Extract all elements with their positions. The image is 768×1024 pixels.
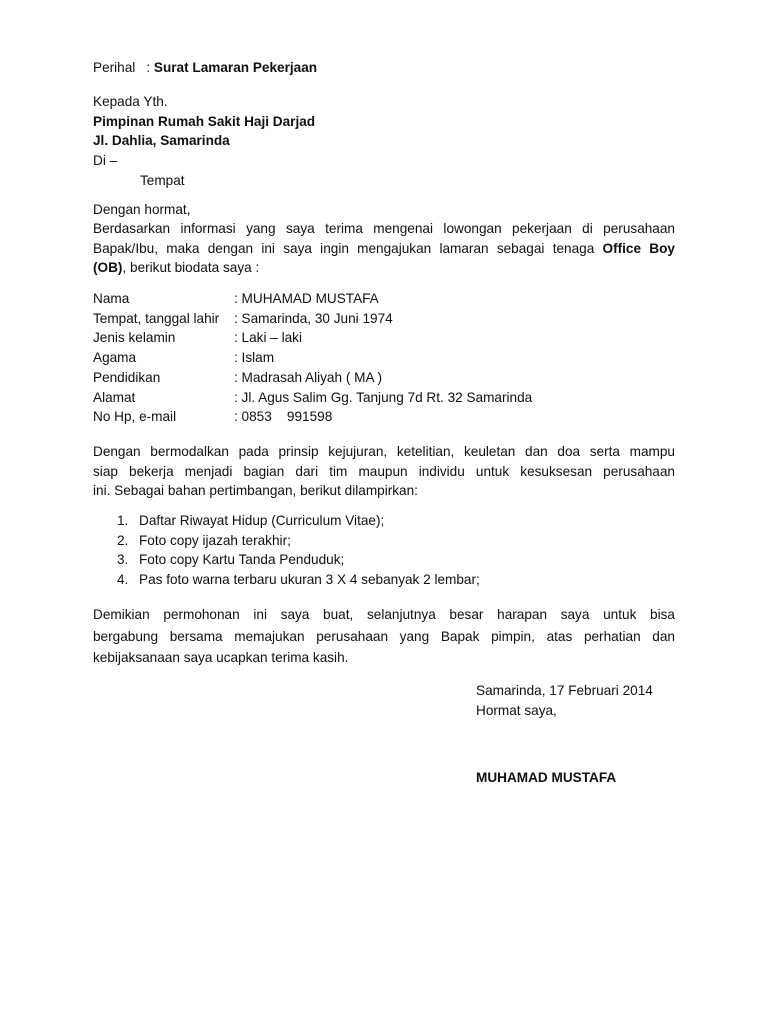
para2-line: ini. Sebagai bahan pertimbangan, berikut dilampirkan: [93, 483, 418, 499]
subject-value: Surat Lamaran Pekerjaan [153, 60, 318, 75]
biodata-value: : Jl. Agus Salim Gg. Tanjung 7d Rt. 32 Samarinda [234, 389, 533, 405]
biodata-key: Tempat, tanggal lahir [93, 310, 220, 326]
para3-line: bergabung bersama memajukan perusahaan yang Bapak pimpin, atas perhatian dan [93, 628, 675, 644]
biodata-row [93, 368, 675, 388]
para2-line: siap bekerja menjadi bagian dari tim maupun individu untuk kesuksesan perusahaan [93, 463, 675, 479]
list-item [93, 511, 675, 531]
recipient-name: Pimpinan Rumah Sakit Haji Darjad [93, 113, 316, 129]
biodata-row [93, 289, 675, 309]
biodata-key: Pendidikan [93, 369, 161, 385]
biodata-value: : Laki – laki [234, 330, 303, 346]
biodata-key: No Hp, e-mail [93, 409, 177, 425]
para3-line: kebijaksanaan saya ucapkan terima kasih. [93, 650, 349, 665]
biodata-row [93, 348, 675, 368]
greeting: Kepada Yth. [93, 94, 168, 109]
biodata-row [93, 407, 675, 427]
subject-line [93, 58, 675, 78]
biodata-value: : Samarinda, 30 Juni 1974 [234, 310, 393, 326]
para1-line: Berdasarkan informasi yang saya terima mengenai lowongan pekerjaan di perusahaan [93, 221, 675, 236]
list-item [93, 570, 675, 590]
list-item [93, 550, 675, 570]
biodata-row [93, 388, 675, 408]
biodata-key: Jenis kelamin [93, 330, 176, 346]
biodata-value: : Madrasah Aliyah ( MA ) [234, 369, 383, 385]
place-line: Tempat [140, 172, 185, 188]
biodata-key: Nama [93, 291, 130, 306]
place-date: Samarinda, 17 Februari 2014 [476, 683, 653, 698]
biodata-row [93, 309, 675, 329]
list-text: Foto copy Kartu Tanda Penduduk; [139, 552, 345, 568]
opening: Dengan hormat, [93, 202, 191, 217]
recipient-address: Jl. Dahlia, Samarinda [93, 133, 230, 149]
list-text: Foto copy ijazah terakhir; [139, 532, 291, 548]
signatory-name: MUHAMAD MUSTAFA [476, 770, 617, 786]
para3-line: Demikian permohonan ini saya buat, selanjutnya besar harapan saya untuk bisa [93, 607, 675, 622]
regards: Hormat saya, [476, 702, 557, 718]
para2-line: Dengan bermodalkan pada prinsip kejujuran, ketelitian, keuletan dan doa serta mampu [93, 444, 675, 459]
biodata-value: : Islam [234, 350, 275, 366]
list-number: 2. [117, 532, 129, 548]
subject-label: Perihal [93, 60, 136, 75]
paragraph-2 [93, 442, 675, 501]
list-text: Pas foto warna terbaru ukuran 3 X 4 sebanyak 2 lembar; [139, 572, 480, 588]
list-number: 4. [117, 572, 129, 588]
attachments-list [93, 511, 675, 590]
list-text: Daftar Riwayat Hidup (Curriculum Vitae); [139, 513, 385, 528]
biodata-value: : 0853 991598 [234, 409, 333, 425]
paragraph-1 [93, 219, 675, 278]
list-item [93, 531, 675, 551]
list-number: 3. [117, 552, 129, 568]
biodata-table [93, 289, 675, 427]
closing-block [476, 681, 696, 788]
list-number: 1. [117, 513, 129, 528]
biodata-key: Alamat [93, 389, 136, 405]
biodata-value: : MUHAMAD MUSTAFA [234, 291, 379, 306]
di-line: Di – [93, 153, 118, 169]
para1-line: Bapak/Ibu, maka dengan ini saya ingin mengajukan lamaran sebagai tenaga Office Boy [93, 240, 675, 256]
subject-sep: : [146, 60, 154, 75]
biodata-key: Agama [93, 350, 137, 366]
recipient-block [93, 92, 675, 191]
paragraph-3 [93, 604, 675, 669]
biodata-row [93, 328, 675, 348]
para1-line: (OB), berikut biodata saya : [93, 260, 260, 276]
